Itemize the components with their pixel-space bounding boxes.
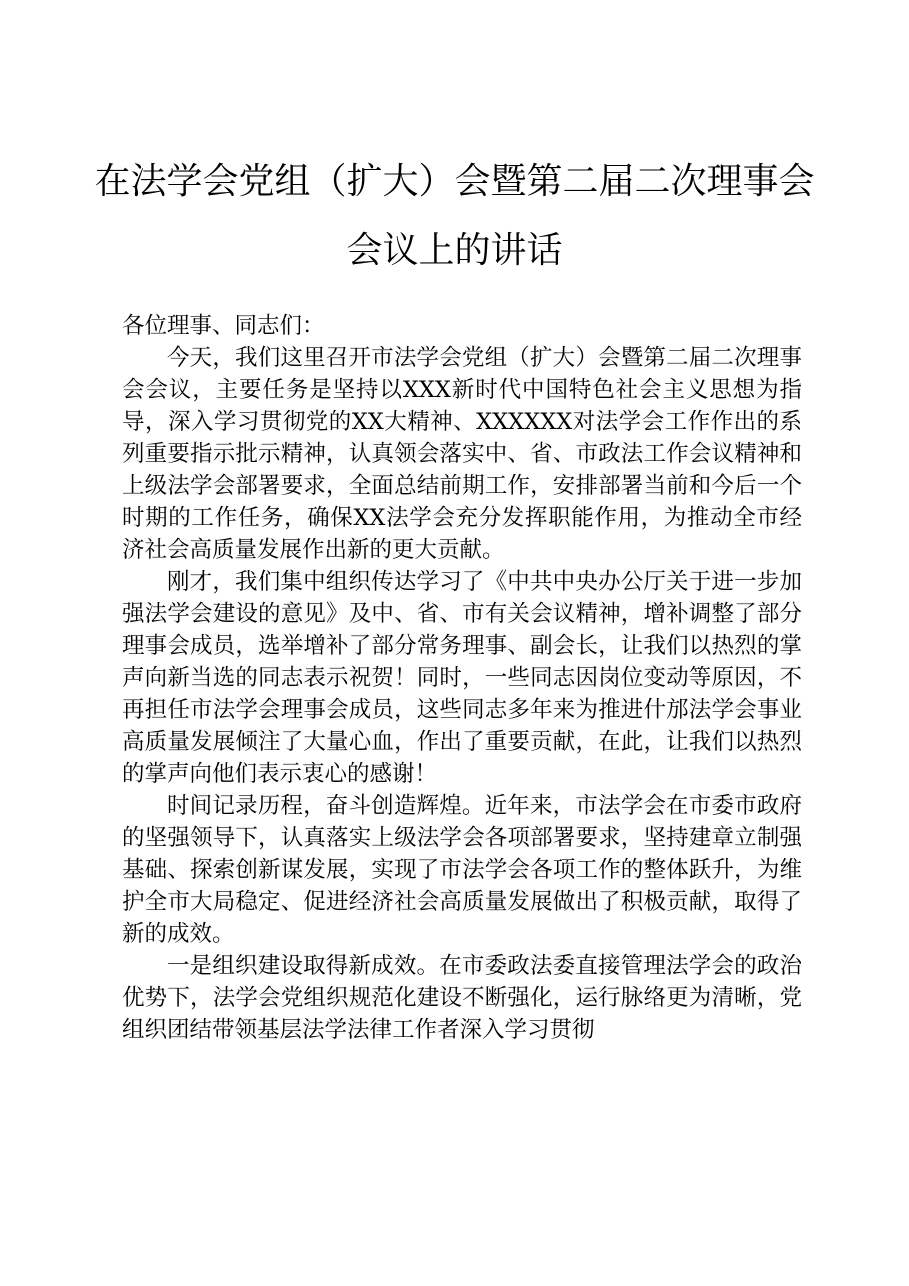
salutation: 各位理事、同志们： (122, 313, 325, 339)
paragraph-opening: 今天，我们这里召开市法学会党组（扩大）会暨第二届二次理事会会议，主要任务是坚持以XXX新时代中国特色社会主义思想为指导，深入学习贯彻党的XX大精神、XXXXXX对法学会工作作出的系列重要指示批示精神，认真领会落实中、省、市政法工作会议精神和上级法学会部署要求，全面总结前期工作，安排部署当前和今后一个时期的工作任务，确保XX法学会充分发挥职能作用，为推动全市经济社会高质量发展作出新的更大贡献。 (122, 345, 802, 563)
paragraph-achievements: 时间记录历程，奋斗创造辉煌。近年来，市法学会在市委市政府的坚强领导下，认真落实上级法学会各项部署要求，坚持建章立制强基础、探索创新谋发展，实现了市法学会各项工作的整体跃升，为维护全市大局稳定、促进经济社会高质量发展做出了积极贡献，取得了新的成效。 (122, 793, 802, 947)
paragraph-organization: 一是组织建设取得新成效。在市委政法委直接管理法学会的政治优势下，法学会党组织规范化建设不断强化，运行脉络更为清晰，党组织团结带领基层法学法律工作者深入学习贯彻 (122, 953, 802, 1043)
paragraph-recap: 刚才，我们集中组织传达学习了《中共中央办公厅关于进一步加强法学会建设的意见》及中、省、市有关会议精神，增补调整了部分理事会成员，选举增补了部分常务理事、副会长，让我们以热烈的掌声向新当选的同志表示祝贺！同时，一些同志因岗位变动等原因，不再担任市法学会理事会成员，这些同志多年来为推进什邡法学会事业高质量发展倾注了大量心血，作出了重要贡献，在此，让我们以热烈的掌声向他们表示衷心的感谢！ (122, 569, 802, 787)
document-body (122, 310, 802, 1046)
document-title-line-2: 会议上的讲话 (346, 230, 563, 271)
document-title-line-1: 在法学会党组（扩大）会暨第二届二次理事会 (94, 161, 815, 202)
